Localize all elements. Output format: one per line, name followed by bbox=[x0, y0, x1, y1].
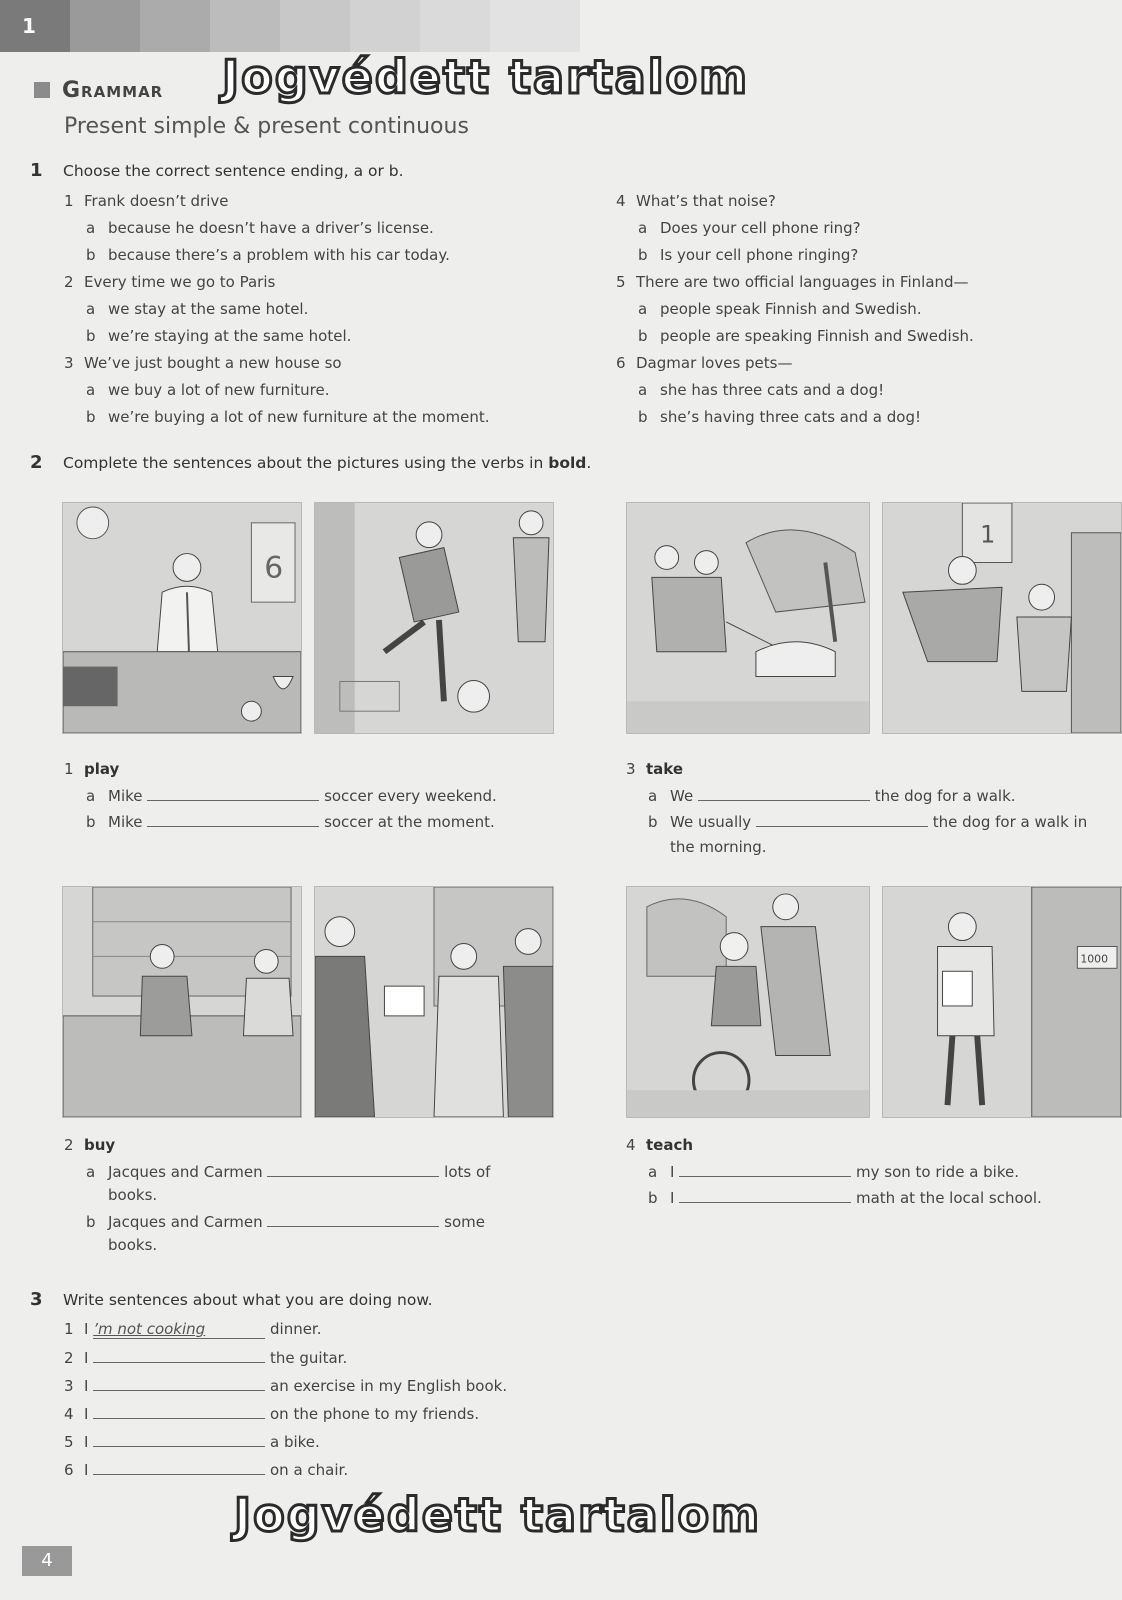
ex2-answer-blank[interactable] bbox=[698, 786, 870, 801]
ex3-answer-blank[interactable] bbox=[93, 1404, 265, 1419]
ex1-option-b[interactable]: b she’s having three cats and a dog! bbox=[638, 408, 921, 426]
ex2-answer-blank[interactable] bbox=[267, 1212, 439, 1227]
section-subtitle: Present simple & present continuous bbox=[64, 114, 469, 139]
ex1-left-column bbox=[64, 192, 604, 435]
ex3-answer-blank[interactable] bbox=[93, 1348, 265, 1363]
picture-couple-reading bbox=[62, 886, 302, 1118]
ex2-answer-blank[interactable] bbox=[679, 1188, 851, 1203]
ex2-item-2: 2 buy a Jacques and Carmen lots of books. b Jacques and Carmen some books. bbox=[64, 1136, 491, 1254]
ex1-number: 1 bbox=[30, 160, 43, 181]
section-label: Grammar bbox=[62, 78, 164, 103]
ex3-instruction: Write sentences about what you are doing now. bbox=[63, 1291, 433, 1309]
ex2-answer-blank[interactable] bbox=[679, 1162, 851, 1177]
door-number: 1 bbox=[980, 520, 996, 549]
watermark-top: Jogvédett tartalom bbox=[222, 50, 749, 104]
ex1-item-stem: 6 Dagmar loves pets— bbox=[616, 354, 793, 372]
ex1-option-b[interactable]: b we’re buying a lot of new furniture at the moment. bbox=[86, 408, 490, 426]
ex1-option-a[interactable]: a we stay at the same hotel. bbox=[86, 300, 309, 318]
picture-bike-lesson bbox=[626, 886, 870, 1118]
ex1-item-stem: 3 We’ve just bought a new house so bbox=[64, 354, 342, 372]
ex3-row: 1 I ’m not cooking dinner. bbox=[64, 1320, 322, 1338]
picture-bookstore bbox=[314, 886, 554, 1118]
ex1-option-a[interactable]: a we buy a lot of new furniture. bbox=[86, 381, 330, 399]
ex2-answer-blank[interactable] bbox=[756, 812, 928, 827]
ex3-row: 4 I on the phone to my friends. bbox=[64, 1405, 480, 1423]
ex1-item-stem: 1 Frank doesn’t drive bbox=[64, 192, 229, 210]
ex3-list bbox=[64, 1320, 604, 1488]
watermark-bottom: Jogvédett tartalom bbox=[234, 1488, 761, 1542]
ex2-instruction: Complete the sentences about the pictures using the verbs in bold. bbox=[63, 454, 592, 472]
building-sign: 1000 bbox=[1080, 952, 1109, 966]
ex1-item-stem: 2 Every time we go to Paris bbox=[64, 273, 276, 291]
ex3-answer-blank[interactable] bbox=[93, 1432, 265, 1447]
ex1-instruction: Choose the correct sentence ending, a or b. bbox=[63, 162, 404, 180]
picture-dog-walk bbox=[626, 502, 870, 734]
picture-office-worker bbox=[62, 502, 302, 734]
ex3-answer-blank[interactable]: ’m not cooking bbox=[93, 1320, 265, 1339]
unit-number: 1 bbox=[22, 14, 36, 38]
ex1-item-stem: 5 There are two official languages in Finland— bbox=[616, 273, 969, 291]
shirt-number: 6 bbox=[264, 550, 284, 586]
header-tab-strip bbox=[0, 0, 580, 52]
ex2-item-1: 1 play a Mike soccer every weekend. b Mike soccer at the moment. bbox=[64, 760, 497, 831]
ex1-option-a[interactable]: a she has three cats and a dog! bbox=[638, 381, 885, 399]
ex3-row: 5 I a bike. bbox=[64, 1433, 320, 1451]
ex1-option-b[interactable]: b Is your cell phone ringing? bbox=[638, 246, 859, 264]
ex2-number: 2 bbox=[30, 452, 43, 473]
section-marker-icon bbox=[34, 82, 50, 98]
ex1-option-a[interactable]: a Does your cell phone ring? bbox=[638, 219, 861, 237]
ex1-option-b[interactable]: b because there’s a problem with his car today. bbox=[86, 246, 450, 264]
ex2-answer-blank[interactable] bbox=[147, 786, 319, 801]
ex2-item-4: 4 teach a I my son to ride a bike. b I math at the local school. bbox=[626, 1136, 1042, 1207]
ex1-option-a[interactable]: a people speak Finnish and Swedish. bbox=[638, 300, 922, 318]
ex1-option-a[interactable]: a because he doesn’t have a driver’s license. bbox=[86, 219, 434, 237]
ex3-number: 3 bbox=[30, 1289, 43, 1310]
ex3-row: 2 I the guitar. bbox=[64, 1349, 348, 1367]
ex1-option-b[interactable]: b people are speaking Finnish and Swedish. bbox=[638, 327, 974, 345]
ex2-answer-blank[interactable] bbox=[147, 812, 319, 827]
page-number: 4 bbox=[22, 1546, 72, 1576]
picture-boys-leaving bbox=[882, 502, 1122, 734]
ex3-answer-blank[interactable] bbox=[93, 1376, 265, 1391]
ex1-right-column bbox=[616, 192, 1096, 435]
ex3-answer-blank[interactable] bbox=[93, 1460, 265, 1475]
picture-teacher-school bbox=[882, 886, 1122, 1118]
ex1-item-stem: 4 What’s that noise? bbox=[616, 192, 776, 210]
ex1-option-b[interactable]: b we’re staying at the same hotel. bbox=[86, 327, 352, 345]
ex3-row: 3 I an exercise in my English book. bbox=[64, 1377, 508, 1395]
ex2-item-3: 3 take a We the dog for a walk. b We usually the dog for a walk in the morning. bbox=[626, 760, 1088, 856]
ex3-row: 6 I on a chair. bbox=[64, 1461, 349, 1479]
ex2-answer-blank[interactable] bbox=[267, 1162, 439, 1177]
picture-soccer-players bbox=[314, 502, 554, 734]
